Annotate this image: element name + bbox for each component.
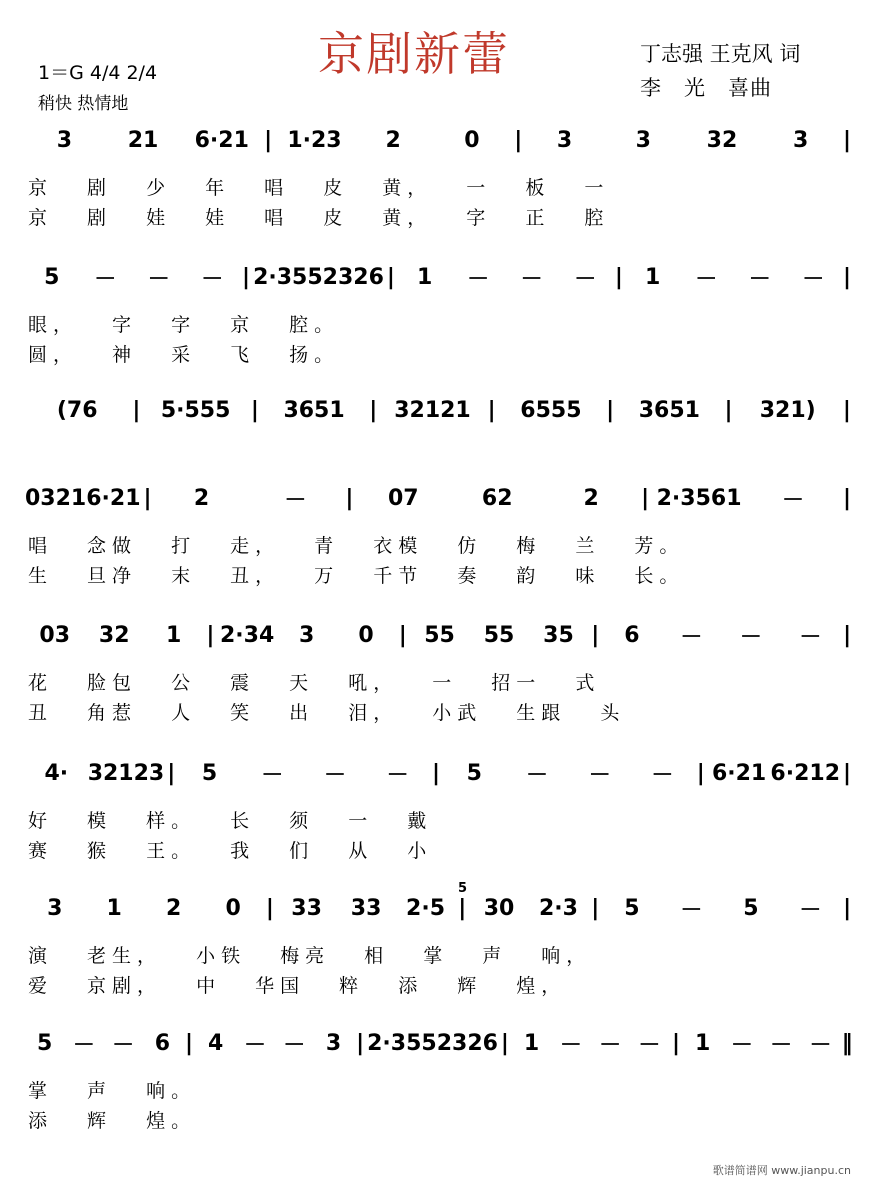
note: 6·21: [194, 127, 249, 153]
bar-line: |: [369, 397, 378, 423]
lyric-line-2: [28, 836, 849, 862]
bar-line: |: [842, 397, 851, 423]
lyric-text: 花 脸包 公 震 天 吼， 一 招一 式: [28, 672, 601, 694]
lyric-text: 京 剧 少 年 唱 皮 黄， 一 板 一: [28, 177, 610, 199]
note-line: [25, 395, 854, 425]
note: 62: [481, 485, 513, 511]
note: 1: [106, 895, 122, 921]
bar-line: |: [500, 1030, 509, 1056]
bar-line: |: [842, 485, 851, 511]
lyric-text: 圆， 神 采 飞 扬。: [28, 344, 340, 366]
note: 5: [624, 895, 640, 921]
note-line: [25, 125, 854, 155]
note: －: [323, 762, 346, 788]
note: 6·212: [770, 760, 841, 786]
lyric-text: 爱 京剧， 中 华国 粹 添 辉 煌，: [28, 975, 567, 997]
bar-line: |: [386, 264, 395, 290]
note: 5: [36, 1030, 53, 1056]
bar-line: ‖: [841, 1030, 853, 1056]
note: －: [386, 762, 409, 788]
note: (76: [56, 397, 98, 423]
note-line: [25, 1028, 854, 1058]
bar-line: |: [843, 622, 852, 648]
note: 3: [47, 895, 63, 921]
note: 1: [523, 1030, 540, 1056]
lyric-line-1: [28, 941, 849, 967]
note: －: [809, 1032, 832, 1058]
note: －: [243, 1032, 266, 1058]
note: 4: [208, 1030, 224, 1056]
note: 55: [424, 622, 455, 648]
bar-line: |: [641, 485, 650, 511]
note: －: [739, 624, 762, 650]
note: 5: [466, 760, 482, 786]
lyric-text: 丑 角惹 人 笑 出 泪， 小武 生跟 头: [28, 702, 626, 724]
note: 1: [694, 1030, 711, 1056]
note: 03: [39, 622, 71, 648]
note: －: [588, 762, 611, 788]
note: 32121: [394, 397, 471, 423]
bar-line: |: [842, 264, 852, 290]
page-title: 京剧新蕾: [318, 27, 510, 81]
bar-line: |: [345, 485, 354, 511]
bar-line: |: [458, 895, 467, 921]
composer-credit: 李 光 喜曲: [640, 76, 772, 100]
note: －: [261, 762, 284, 788]
lyric-line-2: [28, 1106, 849, 1132]
lyric-line-1: [28, 806, 849, 832]
note: 2: [193, 485, 210, 511]
note: 07: [388, 485, 419, 511]
bar-line: |: [671, 1030, 681, 1056]
note-line: [25, 483, 854, 513]
lyric-line-1: [28, 668, 849, 694]
note: －: [112, 1032, 135, 1058]
bar-line: |: [132, 397, 141, 423]
note: －: [782, 487, 805, 513]
note: －: [467, 266, 490, 292]
lyric-text: 眼， 字 字 京 腔。: [28, 314, 340, 336]
lyric-line-2: [28, 203, 849, 229]
note: 3651: [283, 397, 345, 423]
note: 2·34: [220, 622, 275, 648]
bar-line: |: [614, 264, 623, 290]
note: －: [526, 762, 549, 788]
note: －: [72, 1032, 95, 1058]
note-line: [25, 620, 854, 650]
note: 6555: [520, 397, 582, 423]
bar-line: |: [696, 760, 705, 786]
note: 1·23: [287, 127, 342, 153]
lyricist-credit: 丁志强 王克风 词: [640, 42, 801, 66]
grace-note: 5: [458, 881, 468, 896]
note: －: [559, 1032, 582, 1058]
note: 52326: [421, 1030, 498, 1056]
note-line: [25, 758, 854, 788]
note: 5: [743, 895, 759, 921]
note: 3: [556, 127, 573, 153]
note: －: [730, 1032, 753, 1058]
note: －: [599, 1032, 622, 1058]
note: －: [651, 762, 674, 788]
note-line: [25, 893, 854, 923]
note: 3: [635, 127, 651, 153]
bar-line: |: [206, 622, 215, 648]
bar-line: |: [843, 895, 852, 921]
bar-line: |: [143, 485, 152, 511]
bar-line: |: [487, 397, 496, 423]
note: －: [94, 266, 117, 292]
bar-line: |: [265, 895, 274, 921]
note: －: [748, 266, 771, 292]
note: 2·3: [538, 895, 578, 921]
note: 5: [201, 760, 218, 786]
bar-line: |: [167, 760, 176, 786]
note: 21: [127, 127, 159, 153]
note: 1: [166, 622, 182, 648]
tempo-marking: 稍快 热情地: [38, 94, 129, 114]
note: 1: [645, 264, 661, 290]
bar-line: |: [514, 127, 523, 153]
note: －: [638, 1032, 661, 1058]
note: 5·555: [160, 397, 231, 423]
note: －: [680, 897, 703, 923]
bar-line: |: [606, 397, 615, 423]
note: 6·21: [711, 760, 767, 786]
bar-line: |: [185, 1030, 194, 1056]
note: 6: [154, 1030, 171, 1056]
bar-line: |: [264, 127, 273, 153]
note: 321): [759, 397, 816, 423]
lyric-line-1: [28, 310, 849, 336]
note: －: [520, 266, 543, 292]
lyric-text: 生 旦净 末 丑， 万 千节 奏 韵 味 长。: [28, 565, 685, 587]
note: 1: [416, 264, 433, 290]
bar-line: |: [250, 397, 259, 423]
note: 55: [483, 622, 515, 648]
note: －: [770, 1032, 793, 1058]
lyric-line-2: [28, 561, 849, 587]
note: －: [799, 624, 822, 650]
note: 3: [56, 127, 72, 153]
note: 0: [464, 127, 480, 153]
lyric-text: 好 模 样。 长 须 一 戴: [28, 810, 433, 832]
bar-line: |: [431, 760, 440, 786]
bar-line: |: [591, 622, 600, 648]
note: －: [284, 487, 307, 513]
note: 2: [583, 485, 599, 511]
note: －: [695, 266, 718, 292]
note: 03216·21: [25, 485, 141, 511]
note: －: [147, 266, 170, 292]
lyric-line-1: [28, 1076, 849, 1102]
note: 33: [350, 895, 382, 921]
note-line: [25, 262, 854, 292]
bar-line: |: [356, 1030, 365, 1056]
note: 2: [166, 895, 182, 921]
note: 35: [543, 622, 574, 648]
bar-line: |: [724, 397, 733, 423]
lyric-text: 掌 声 响。: [28, 1080, 197, 1102]
note: 4·: [44, 760, 69, 786]
note: －: [283, 1032, 306, 1058]
note: 6: [624, 622, 640, 648]
note: 2·5: [406, 895, 446, 921]
lyric-line-2: [28, 971, 849, 997]
bar-line: |: [842, 760, 852, 786]
lyric-line-2: [28, 698, 849, 724]
note: 3651: [638, 397, 700, 423]
lyric-text: 添 辉 煌。: [28, 1110, 197, 1132]
note: 30: [483, 895, 515, 921]
bar-line: |: [398, 622, 407, 648]
note: 0: [358, 622, 374, 648]
note: 2·35: [367, 1030, 422, 1056]
note: －: [802, 266, 825, 292]
bar-line: |: [843, 127, 852, 153]
note: 2: [385, 127, 401, 153]
note: 0: [225, 895, 241, 921]
note: 32123: [87, 760, 165, 786]
bar-line: |: [242, 264, 251, 290]
note: －: [680, 624, 703, 650]
note: 32: [706, 127, 738, 153]
note: －: [201, 266, 224, 292]
note: 33: [291, 895, 322, 921]
note: 3: [298, 622, 315, 648]
lyric-line-2: [28, 340, 849, 366]
note: 5: [44, 264, 60, 290]
note: 2·35: [253, 264, 308, 290]
lyric-line-1: [28, 531, 849, 557]
note: 32: [98, 622, 130, 648]
lyric-line-1: [28, 173, 849, 199]
note: 52326: [307, 264, 384, 290]
note: －: [799, 897, 822, 923]
note: 3: [325, 1030, 342, 1056]
key-signature: 1＝G 4/4 2/4: [38, 62, 158, 84]
footer-watermark: 歌谱简谱网 www.jianpu.cn: [712, 1164, 851, 1177]
lyric-text: 唱 念做 打 走， 青 衣模 仿 梅 兰 芳。: [28, 535, 685, 557]
note: 2·3561: [656, 485, 742, 511]
note: －: [574, 266, 597, 292]
note: 3: [793, 127, 809, 153]
lyric-text: 赛 猴 王。 我 们 从 小: [28, 840, 433, 862]
bar-line: |: [591, 895, 600, 921]
lyric-text: 京 剧 娃 娃 唱 皮 黄， 字 正 腔: [28, 207, 610, 229]
lyric-text: 演 老生， 小铁 梅亮 相 掌 声 响，: [28, 945, 592, 967]
